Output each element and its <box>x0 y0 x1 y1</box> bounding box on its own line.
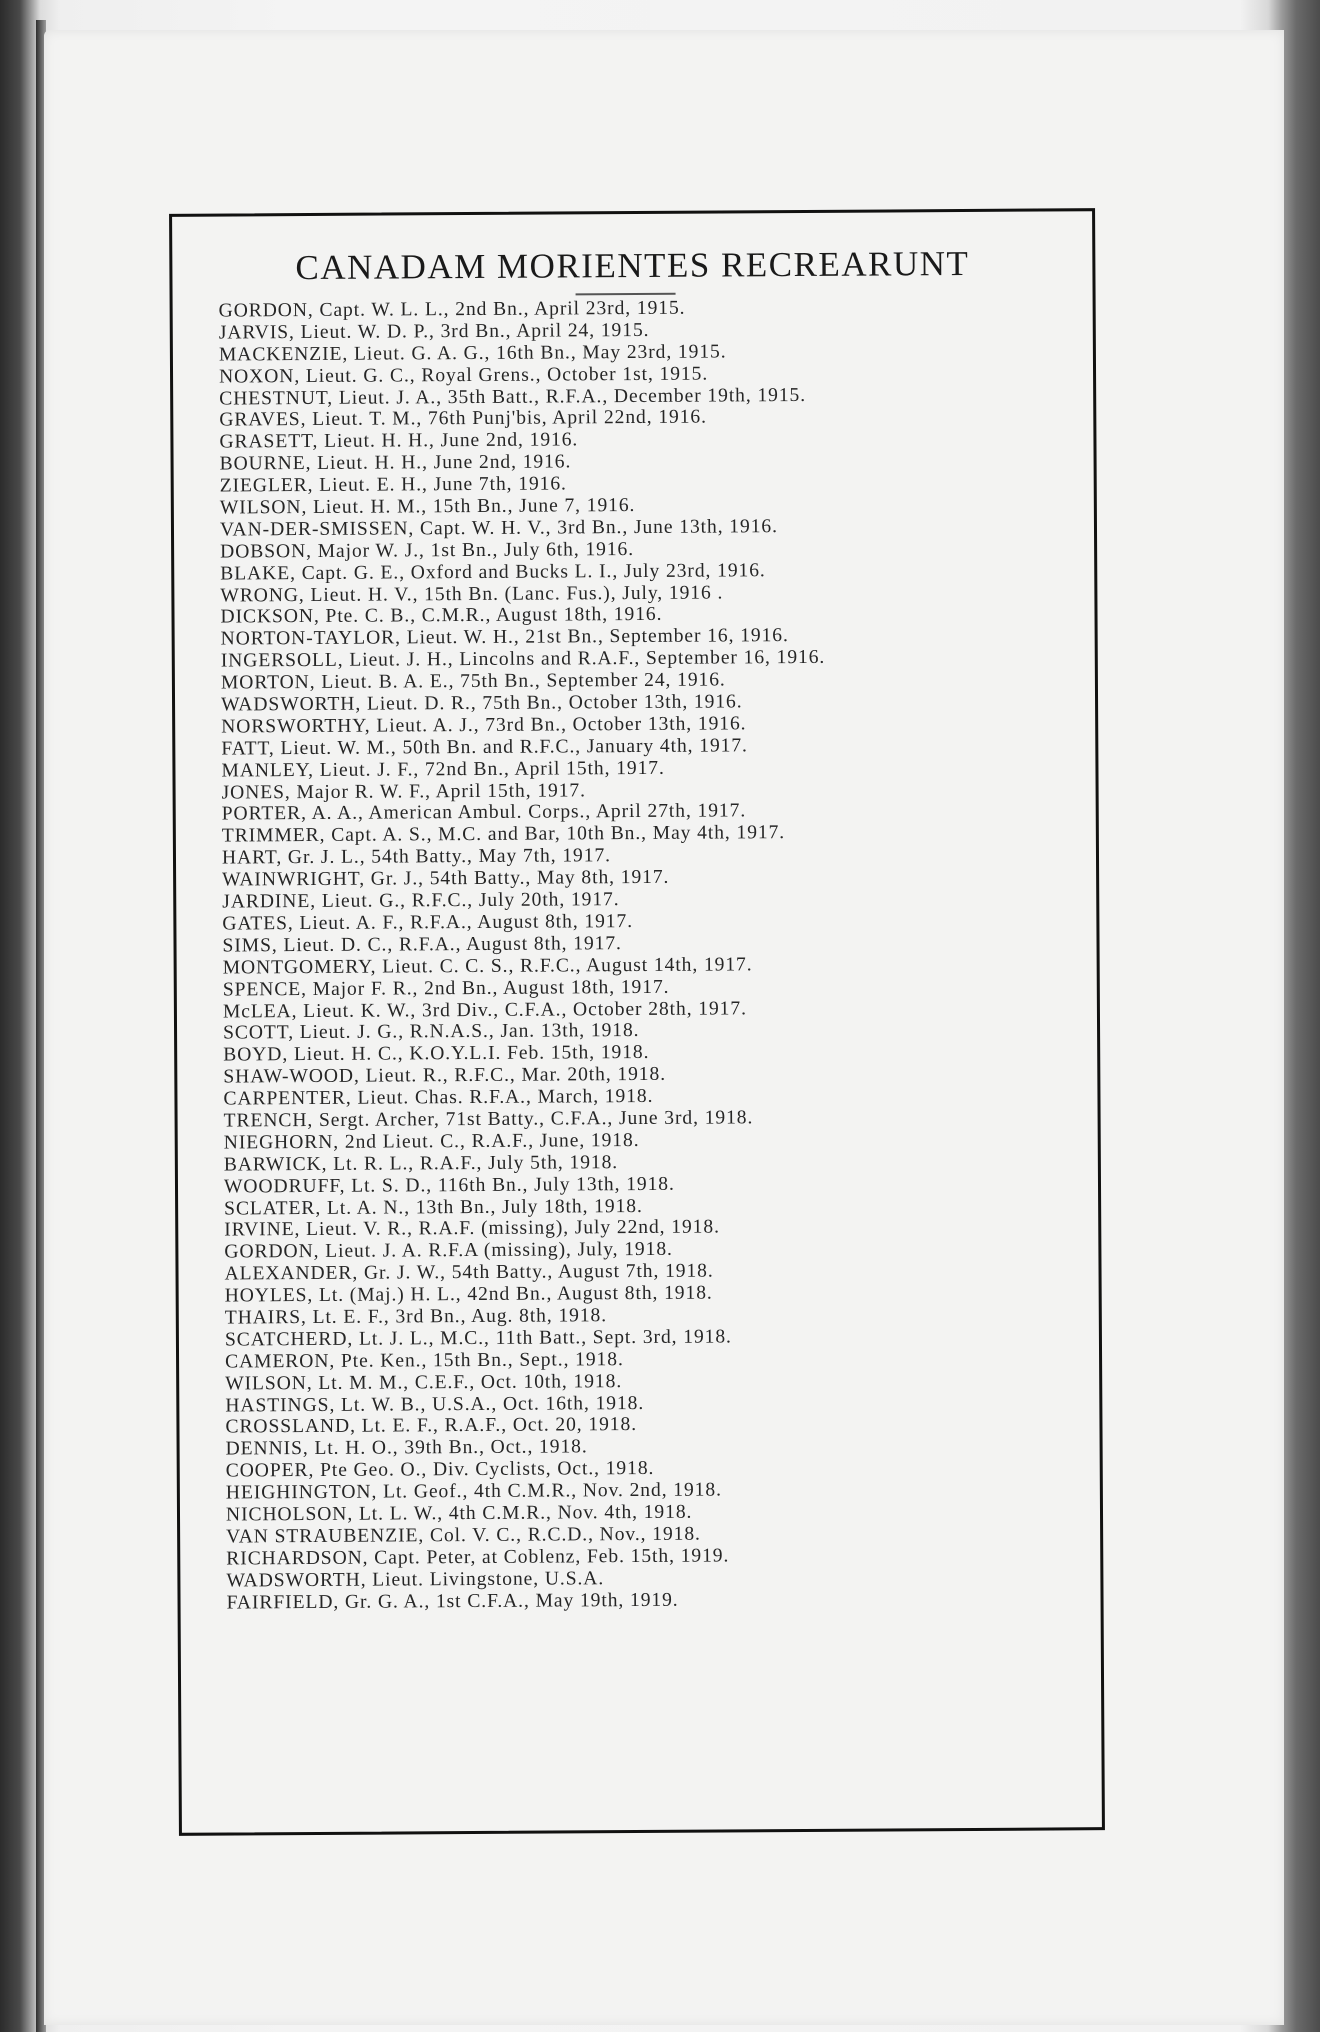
list-item: WILSON, Lieut. H. M., 15th Bn., June 7, 1916. <box>219 495 636 519</box>
list-item: BOURNE, Lieut. H. H., June 2nd, 1916. <box>219 451 572 475</box>
list-item: DICKSON, Pte. C. B., C.M.R., August 18th, 1916. <box>220 604 663 629</box>
list-item: SIMS, Lieut. D. C., R.F.A., August 8th, 1917. <box>222 932 622 957</box>
list-item: HASTINGS, Lt. W. B., U.S.A., Oct. 16th, 1918. <box>225 1392 645 1417</box>
list-item: HEIGHINGTON, Lt. Geof., 4th C.M.R., Nov. 2nd, 1918. <box>225 1479 722 1504</box>
list-item: RICHARDSON, Capt. Peter, at Coblenz, Feb. 15th, 1919. <box>226 1545 730 1570</box>
list-item: NICHOLSON, Lt. L. W., 4th C.M.R., Nov. 4th, 1918. <box>225 1501 693 1526</box>
list-item: INGERSOLL, Lieut. J. H., Lincolns and R.A.F., September 16, 1916. <box>220 647 826 672</box>
list-item: ZIEGLER, Lieut. E. H., June 7th, 1916. <box>219 473 567 497</box>
list-item: DENNIS, Lt. H. O., 39th Bn., Oct., 1918. <box>225 1436 588 1460</box>
list-item: MONTGOMERY, Lieut. C. C. S., R.F.C., August 14th, 1917. <box>222 954 753 979</box>
list-item: WADSWORTH, Lieut. Livingstone, U.S.A. <box>226 1567 605 1592</box>
list-item: NIEGHORN, 2nd Lieut. C., R.A.F., June, 1918. <box>223 1129 640 1154</box>
list-item: GATES, Lieut. A. F., R.F.A., August 8th, 1917. <box>222 910 634 935</box>
list-item: DOBSON, Major W. J., 1st Bn., July 6th, 1916. <box>220 538 635 563</box>
list-item: NORSWORTHY, Lieut. A. J., 73rd Bn., October 13th, 1916. <box>221 713 747 738</box>
list-item: TRENCH, Sergt. Archer, 71st Batty., C.F.A., June 3rd, 1918. <box>223 1107 754 1132</box>
list-item: SCATCHERD, Lt. J. L., M.C., 11th Batt., Sept. 3rd, 1918. <box>224 1326 732 1351</box>
memorial-list-frame <box>169 208 1105 1836</box>
list-item: VAN STRAUBENZIE, Col. V. C., R.C.D., Nov., 1918. <box>226 1523 701 1548</box>
page-title: CANADAM MORIENTES RECREARUNT <box>295 243 970 288</box>
list-item: GORDON, Capt. W. L. L., 2nd Bn., April 23rd, 1915. <box>218 297 686 322</box>
list-item: GRASETT, Lieut. H. H., June 2nd, 1916. <box>219 429 579 453</box>
list-item: CHESTNUT, Lieut. J. A., 35th Batt., R.F.A., December 19th, 1915. <box>219 384 807 410</box>
list-item: IRVINE, Lieut. V. R., R.A.F. (missing), July 22nd, 1918. <box>224 1216 720 1241</box>
list-item: NOXON, Lieut. G. C., Royal Grens., October 1st, 1915. <box>218 363 709 388</box>
list-item: CARPENTER, Lieut. Chas. R.F.A., March, 1918. <box>223 1085 654 1110</box>
list-item: TRIMMER, Capt. A. S., M.C. and Bar, 10th Bn., May 4th, 1917. <box>221 822 786 847</box>
list-item: WADSWORTH, Lieut. D. R., 75th Bn., October 13th, 1916. <box>220 691 743 716</box>
list-item: HART, Gr. J. L., 54th Batty., May 7th, 1917. <box>221 845 611 869</box>
list-item: BOYD, Lieut. H. C., K.O.Y.L.I. Feb. 15th, 1918. <box>223 1042 650 1066</box>
list-item: THAIRS, Lt. E. F., 3rd Bn., Aug. 8th, 1918. <box>224 1305 608 1329</box>
list-item: ALEXANDER, Gr. J. W., 54th Batty., August 7th, 1918. <box>224 1260 714 1285</box>
list-item: WOODRUFF, Lt. S. D., 116th Bn., July 13th, 1918. <box>223 1173 675 1198</box>
roll-of-honour-list <box>219 295 1067 1614</box>
list-item: VAN-DER-SMISSEN, Capt. W. H. V., 3rd Bn., June 13th, 1916. <box>219 516 778 541</box>
list-item: GRAVES, Lieut. T. M., 76th Punj'bis, April 22nd, 1916. <box>219 407 707 431</box>
list-item: MACKENZIE, Lieut. G. A. G., 16th Bn., May 23rd, 1915. <box>218 341 727 366</box>
list-item: BLAKE, Capt. G. E., Oxford and Bucks L. I., July 23rd, 1916. <box>220 559 766 585</box>
list-item: FATT, Lieut. W. M., 50th Bn. and R.F.C., January 4th, 1917. <box>221 735 748 760</box>
list-item: McLEA, Lieut. K. W., 3rd Div., C.F.A., October 28th, 1917. <box>222 997 747 1023</box>
list-item: MANLEY, Lieut. J. F., 72nd Bn., April 15th, 1917. <box>221 757 665 782</box>
list-item: WRONG, Lieut. H. V., 15th Bn. (Lanc. Fus.), July, 1916 . <box>220 582 724 607</box>
list-item: CROSSLAND, Lt. E. F., R.A.F., Oct. 20, 1918. <box>225 1414 638 1438</box>
list-item: SHAW-WOOD, Lieut. R., R.F.C., Mar. 20th, 1918. <box>223 1063 667 1088</box>
list-item: HOYLES, Lt. (Maj.) H. L., 42nd Bn., August 8th, 1918. <box>224 1282 713 1307</box>
list-item: NORTON-TAYLOR, Lieut. W. H., 21st Bn., September 16, 1916. <box>220 625 789 650</box>
list-item: BARWICK, Lt. R. L., R.A.F., July 5th, 1918. <box>223 1151 619 1176</box>
list-item: COOPER, Pte Geo. O., Div. Cyclists, Oct., 1918. <box>225 1458 655 1482</box>
list-item: FAIRFIELD, Gr. G. A., 1st C.F.A., May 19th, 1919. <box>226 1589 679 1614</box>
list-item: JARVIS, Lieut. W. D. P., 3rd Bn., April 24, 1915. <box>218 319 650 344</box>
list-item: WAINWRIGHT, Gr. J., 54th Batty., May 8th, 1917. <box>222 866 670 891</box>
list-item: GORDON, Lieut. J. A. R.F.A (missing), July, 1918. <box>224 1239 673 1263</box>
list-item: JARDINE, Lieut. G., R.F.C., July 20th, 1917. <box>222 889 620 913</box>
list-item: CAMERON, Pte. Ken., 15th Bn., Sept., 1918. <box>225 1348 624 1373</box>
list-item: WILSON, Lt. M. M., C.E.F., Oct. 10th, 1918. <box>225 1370 623 1395</box>
list-item: SCLATER, Lt. A. N., 13th Bn., July 18th, 1918. <box>224 1195 643 1220</box>
list-item: SCOTT, Lieut. J. G., R.N.A.S., Jan. 13th, 1918. <box>222 1020 640 1044</box>
list-item: PORTER, A. A., American Ambul. Corps., April 27th, 1917. <box>221 800 747 826</box>
title-divider <box>576 293 676 296</box>
list-item: SPENCE, Major F. R., 2nd Bn., August 18th, 1917. <box>222 976 670 1001</box>
list-item: JONES, Major R. W. F., April 15th, 1917. <box>221 779 586 804</box>
list-item: MORTON, Lieut. B. A. E., 75th Bn., September 24, 1916. <box>220 669 726 694</box>
